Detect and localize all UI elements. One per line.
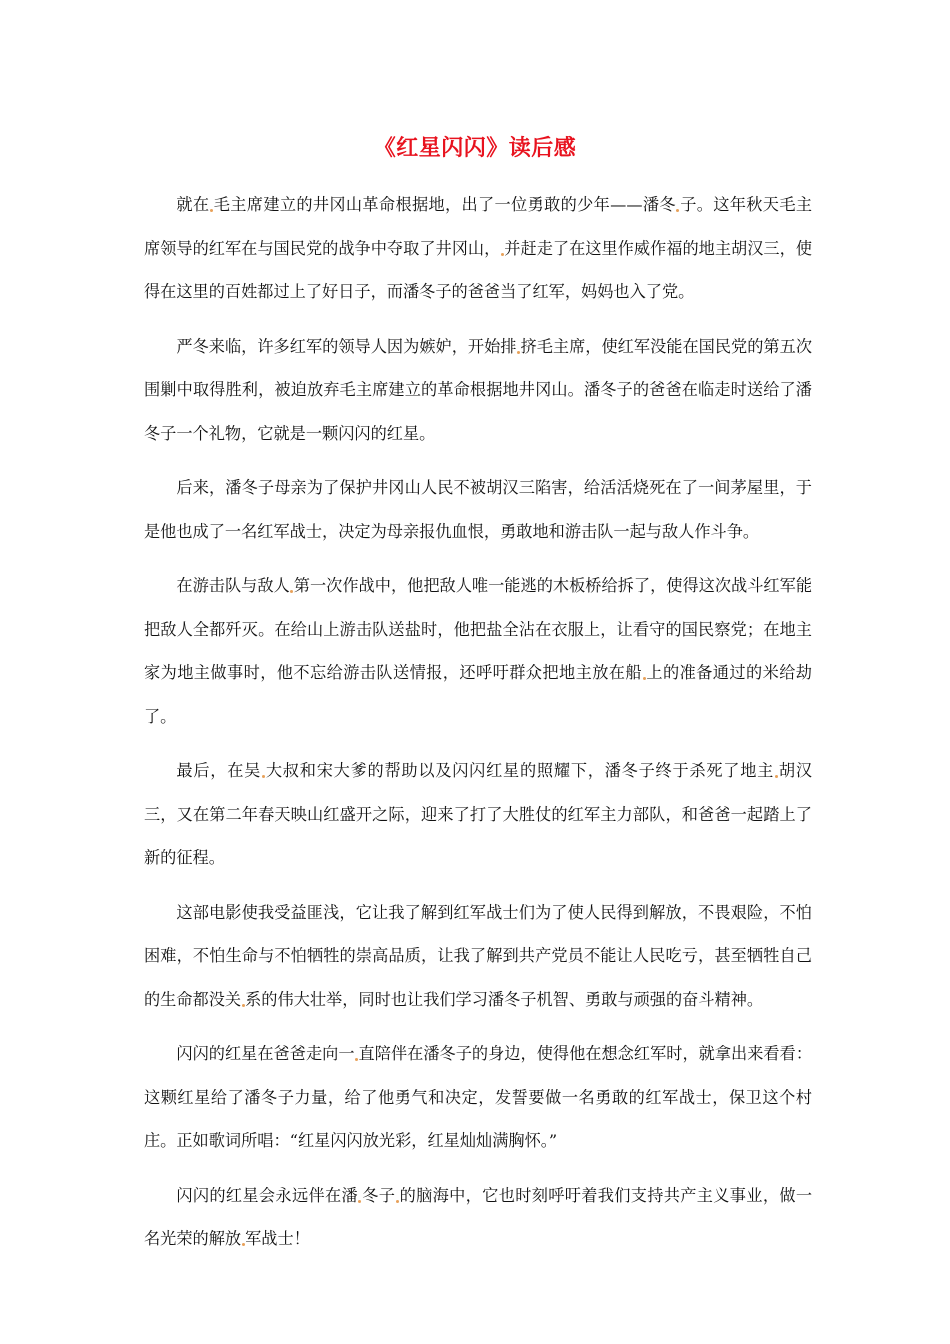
paragraph-segment: 系的伟大壮举，同时也让我们学习潘冬子机智、勇敢与顽强的奋斗精神。 — [245, 989, 764, 1009]
paragraph-2 — [144, 325, 812, 456]
document-title: 《红星闪闪》读后感 — [373, 136, 577, 161]
paragraph-segment: 胡汉三，又在第二年春天映山红盛开之际，迎来了打了大胜仗的红军主力部队，和爸爸一起踏上了新的征程。 — [144, 761, 813, 867]
paragraph-segment: 在游击队与敌人 — [176, 576, 290, 595]
document-body — [144, 183, 812, 1272]
paragraph-segment: 毛主席建立的井冈山革命根据地，出了一位勇敢的少年——潘冬 — [213, 195, 676, 214]
paragraph-1 — [144, 183, 812, 314]
paragraph-segment: 的脑海中，它也时刻呼吁着我们支持共产主义事业，做一名光荣的解放 — [144, 1185, 813, 1248]
paragraph-segment: 军战士！ — [245, 1229, 310, 1248]
paragraph-8 — [144, 1174, 812, 1261]
paragraph-5 — [144, 749, 812, 880]
paragraph-segment: 子。这年秋天毛主席领导的红军在与国民党的战争中夺取了井冈山， — [144, 195, 813, 258]
paragraph-segment: 并赶走了在这里作威作福的地主胡汉三，使得在这里的百姓都过上了好日子，而潘冬子的爸爸当了红军，妈妈也入了党。 — [144, 238, 813, 301]
paragraph-segment: 闪闪的红星会永远伴在潘 — [176, 1185, 358, 1205]
paragraph-segment: 冬子 — [361, 1185, 396, 1205]
paragraph-segment: 第一次作战中，他把敌人唯一能逃的木板桥给拆了，使得这次战斗红军能把敌人全都歼灭。在给山上游击队送盐时，他把盐全沾在衣服上，让看守的国民察党；在地主家为地主做事时，他不忘给游击队送情报，还呼吁群众把地主放在船 — [144, 576, 813, 682]
paragraph-segment: 最后，在吴 — [176, 761, 262, 780]
paragraph-segment: 这部电影使我受益匪浅，它让我了解到红军战士们为了使人民得到解放，不畏艰险，不怕困难，不怕生命与不怕牺牲的崇高品质，让我了解到共产党员不能让人民吃亏，甚至牺牲自己的生命都没关 — [144, 902, 812, 1009]
paragraph-segment: 大叔和宋大爹的帮助以及闪闪红星的照耀下，潘冬子终于杀死了地主 — [265, 761, 775, 780]
paragraph-3 — [144, 466, 812, 553]
paragraph-segment: 闪闪的红星在爸爸走向一 — [176, 1044, 355, 1063]
paragraph-segment: 挤毛主席，使红军没能在国民党的第五次围剿中取得胜利，被迫放弃毛主席建立的革命根据地井冈山。潘冬子的爸爸在临走时送给了潘冬子一个礼物，它就是一颗闪闪的红星。 — [144, 336, 813, 443]
paragraph-segment: 直陪伴在潘冬子的身边，使得他在想念红军时，就拿出来看看：这颗红星给了潘冬子力量，给了他勇气和决定，发誓要做一名勇敢的红军战士，保卫这个村庄。正如歌词所唱：“红星闪闪放光彩，红星灿灿满胸怀。” — [144, 1044, 813, 1150]
paragraph-7 — [144, 1032, 812, 1163]
paragraph-segment: 严冬来临，许多红军的领导人因为嫉妒，开始排 — [176, 336, 517, 356]
paragraph-4 — [144, 564, 812, 738]
paragraph-segment: 后来，潘冬子母亲为了保护井冈山人民不被胡汉三陷害，给活活烧死在了一间茅屋里，于是他也成了一名红军战士，决定为母亲报仇血恨，勇敢地和游击队一起与敌人作斗争。 — [144, 478, 812, 541]
paragraph-segment: 上的准备通过的米给劫了。 — [144, 663, 812, 726]
paragraph-segment: 就在 — [176, 195, 210, 214]
paragraph-6 — [144, 891, 812, 1022]
